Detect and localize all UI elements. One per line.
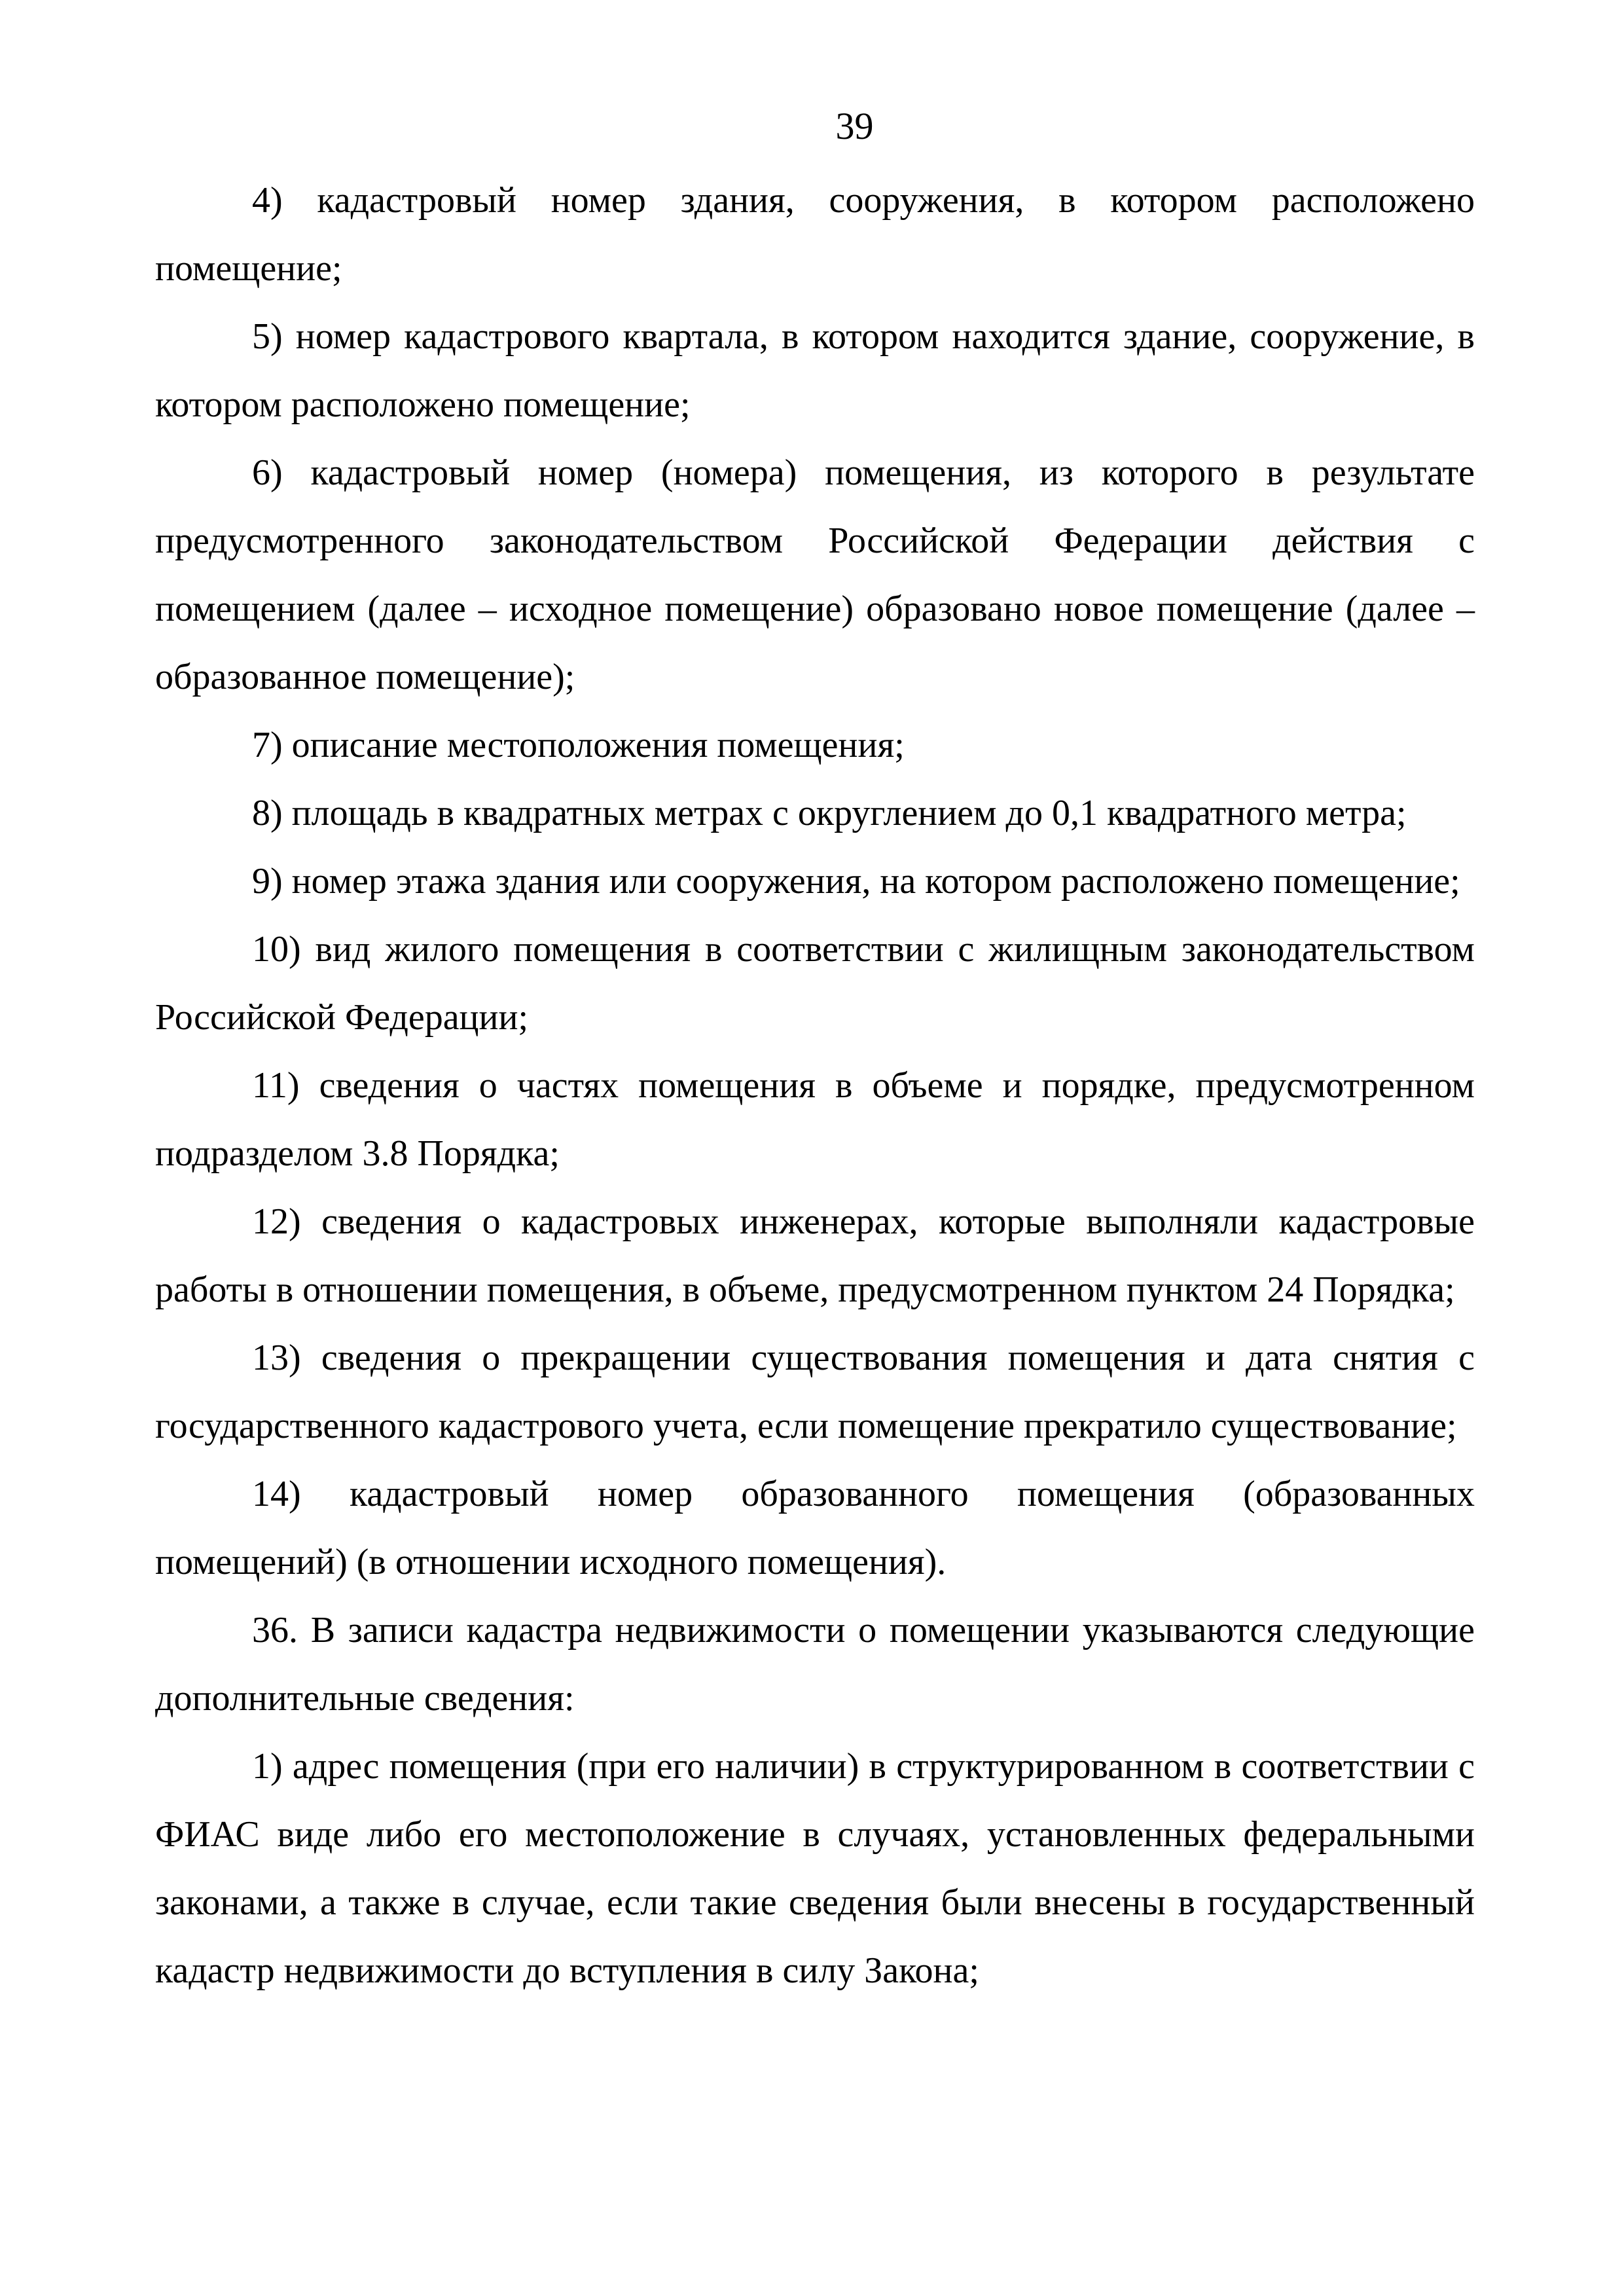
list-item-7: 7) описание местоположения помещения; bbox=[252, 725, 905, 765]
list-item-6: 6) кадастровый номер (номера) помещения, из которого в результате предусмотренного законодательством Российской Федерации действия с помещением (далее – исходное помещение) образовано новое помещение (далее – образованное помещение); bbox=[155, 452, 1475, 697]
list-item-9: 9) номер этажа здания или сооружения, на котором расположено помещение; bbox=[252, 861, 1460, 902]
list-item-4: 4) кадастровый номер здания, сооружения, в котором расположено помещение; bbox=[155, 180, 1475, 289]
list-item-12: 12) сведения о кадастровых инженерах, которые выполняли кадастровые работы в отношении помещения, в объеме, предусмотренном пунктом 24 Порядка; bbox=[155, 1201, 1475, 1310]
list-item-10: 10) вид жилого помещения в соответствии с жилищным законодательством Российской Федерации; bbox=[155, 929, 1475, 1038]
clause-36-item-1: 1) адрес помещения (при его наличии) в структурированном в соответствии с ФИАС виде либо его местоположение в случаях, установленных федеральными законами, а также в случае, если такие сведения были внесены в государственный кадастр недвижимости до вступления в силу Закона; bbox=[155, 1746, 1475, 1991]
list-item-14: 14) кадастровый номер образованного помещения (образованных помещений) (в отношении исходного помещения). bbox=[155, 1474, 1475, 1582]
document-body bbox=[155, 166, 1475, 2005]
list-item-8: 8) площадь в квадратных метрах с округлением до 0,1 квадратного метра; bbox=[252, 793, 1407, 833]
list-item-5: 5) номер кадастрового квартала, в котором находится здание, сооружение, в котором расположено помещение; bbox=[155, 316, 1475, 425]
list-item-11: 11) сведения о частях помещения в объеме и порядке, предусмотренном подразделом 3.8 Порядка; bbox=[155, 1065, 1475, 1174]
page-number: 39 bbox=[835, 105, 874, 147]
clause-36: 36. В записи кадастра недвижимости о помещении указываются следующие дополнительные сведения: bbox=[155, 1610, 1475, 1719]
list-item-13: 13) сведения о прекращении существования помещения и дата снятия с государственного кадастрового учета, если помещение прекратило существование; bbox=[155, 1338, 1475, 1446]
